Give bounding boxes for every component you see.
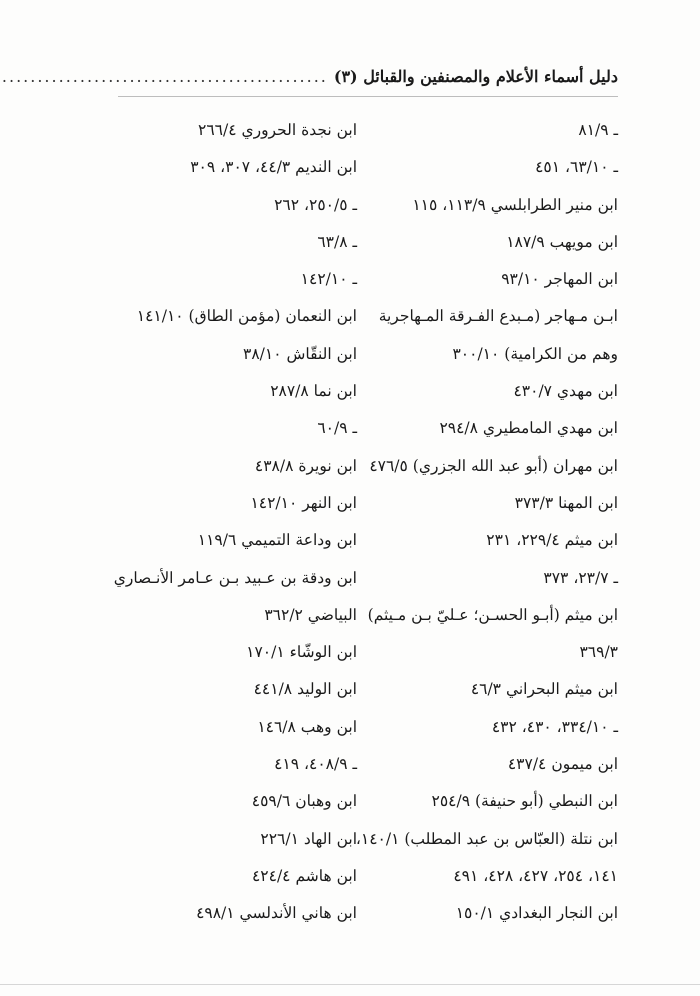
index-entry: ابن مهدي ٤٣٠/٧ (513, 382, 618, 401)
index-entry: ابن هاشم ٤٢٤/٤ (251, 866, 357, 885)
index-entry: ابن مهدي المامطيري ٢٩٤/٨ (439, 419, 618, 438)
index-entry: ابن النجار البغدادي ١٥٠/١ (455, 904, 618, 923)
index-entry: ابن نجدة الحروري ٢٦٦/٤ (198, 121, 357, 139)
index-entry: ابن وهبان ٤٥٩/٦ (251, 792, 357, 811)
index-entry: ابن وداعة التميمي ١١٩/٦ (197, 531, 357, 550)
index-entry: ابن نتلة (العبّاس بن عبد المطلب) ١٤٠/١، (355, 829, 618, 848)
index-entry: ابن النعمان (مؤمن الطاق) ١٤١/١٠ (136, 307, 357, 326)
index-entry: ـ ٣٣٤/١٠، ٤٣٠، ٤٣٢ (491, 717, 618, 736)
index-entry: ابن ميمون ٤٣٧/٤ (507, 755, 618, 774)
index-entry: ابن النهر ١٤٢/١٠ (250, 493, 357, 512)
index-entry: ـ ٢٥٠/٥، ٢٦٢ (274, 195, 357, 214)
index-entry: ابن وهب ١٤٦/٨ (257, 717, 357, 736)
index-entry: ابن ميثم (أبـو الحسـن؛ عـليّ بـن مـيثم) (367, 605, 618, 624)
index-column-left (113, 112, 357, 933)
index-entry: ابن ميثم ٢٢٩/٤، ٢٣١ (486, 531, 618, 550)
header-divider (118, 96, 618, 97)
index-entry: ابن ميثم البحراني ٤٦/٣ (470, 680, 618, 699)
page-bottom-edge (0, 984, 700, 985)
index-entry: ـ ١٤٢/١٠ (300, 270, 357, 289)
index-entry: ابن ودقة بن عـبيد بـن عـامر الأنـصاري (113, 568, 357, 587)
index-entry: ـ ٦٣/١٠، ٤٥١ (535, 158, 618, 177)
index-entry: ابن مهران (أبو عبد الله الجزري) ٤٧٦/٥ (369, 456, 618, 475)
index-entry: ابن النديم ٤٤/٣، ٣٠٧، ٣٠٩ (190, 158, 357, 177)
index-entry: ـ ٤٠٨/٩، ٤١٩ (274, 755, 357, 774)
index-column-right (355, 112, 618, 933)
index-entry: ابن المهاجر ٩٣/١٠ (501, 270, 618, 289)
index-entry: ابن الوليد ٤٤١/٨ (253, 680, 357, 699)
index-entry: ١٤١، ٢٥٤، ٤٢٧، ٤٢٨، ٤٩١ (453, 866, 618, 885)
index-entry: ابن مويهب ١٨٧/٩ (506, 232, 618, 251)
index-entry: ابـن مـهاجر (مـبدع الفـرقة المـهاجرية (378, 307, 618, 326)
index-entry: ابن هاني الأندلسي ٤٩٨/١ (196, 904, 357, 923)
index-entry: ابن النبطي (أبو حنيفة) ٢٥٤/٩ (431, 792, 618, 811)
index-entry: البياضي ٣٦٢/٢ (264, 605, 357, 624)
index-entry: ابن النقّاش ٣٨/١٠ (243, 344, 357, 363)
index-entry: ٣٦٩/٣ (579, 643, 618, 662)
index-entry: ابن منير الطرابلسي ١١٣/٩، ١١٥ (412, 195, 618, 214)
index-entry: ابن الوشّاء ١٧٠/١ (246, 643, 357, 662)
index-entry: ابن نويرة ٤٣٨/٨ (254, 456, 357, 475)
index-entry: ابن نما ٢٨٧/٨ (270, 382, 357, 401)
index-entry: ـ ٢٣/٧، ٣٧٣ (543, 568, 618, 587)
index-entry: ـ ٦٠/٩ (317, 419, 357, 438)
index-entry: ـ ٦٣/٨ (317, 232, 357, 251)
header-leader-dots (0, 67, 328, 86)
running-header (118, 62, 618, 90)
index-entry: ـ ٨١/٩ (578, 121, 618, 139)
index-entry: وهم من الكرامية) ٣٠٠/١٠ (452, 344, 618, 363)
index-entry: ابن المهنا ٣٧٣/٣ (514, 493, 618, 512)
index-entry: ابن الهاد ٢٢٦/١ (260, 829, 357, 848)
header-title: دليل أسماء الأعلام والمصنفين والقبائل (٣) (333, 66, 618, 86)
